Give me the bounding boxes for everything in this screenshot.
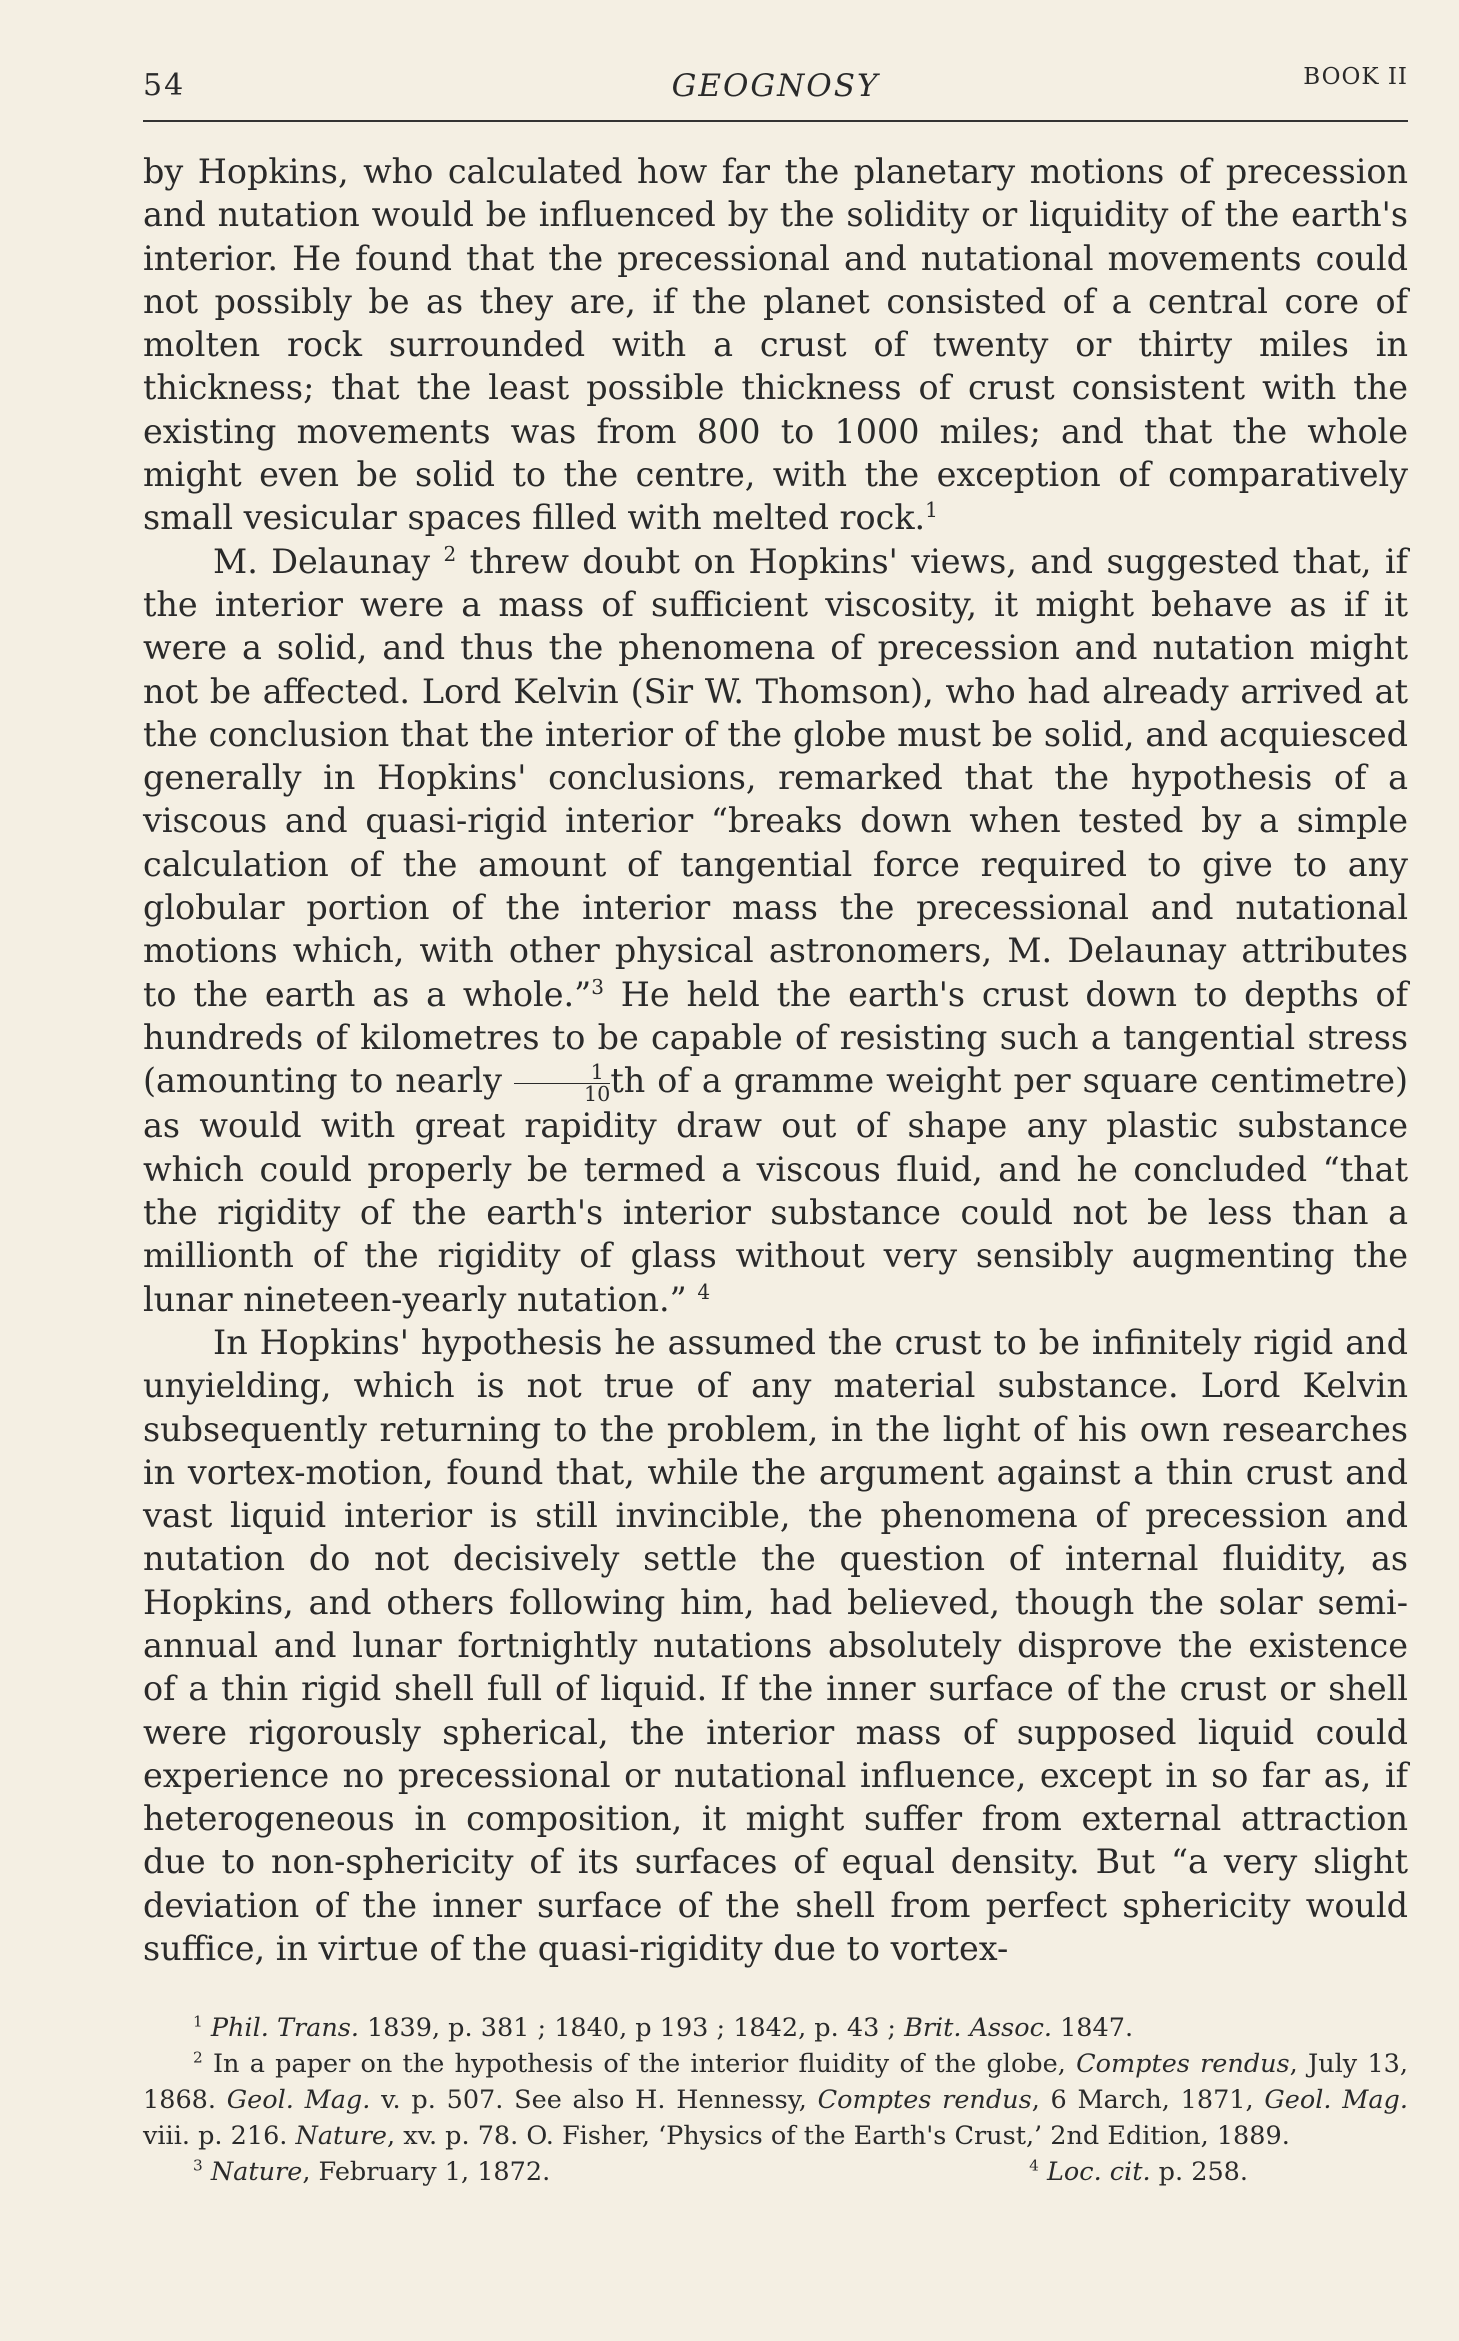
paragraph-2: M. Delaunay $^2$ threw doubt on Hopkins' views, and suggested that, if the interior were a mass of sufficient viscosity, it might behave as if it were a solid, and thus the phenomena of precession and nutation might not be affected. Lord Kelvin (Sir W. Thomson), who had already arrived at the conclusion that the interior of the globe must be solid, and acquiesced generally in Hopkins' conclusions, remarked that the hypothesis of a viscous and quasi-rigid interior “breaks down when tested by a simple calculation of the amount of tangential force required to give to any globular portion of the interior mass the precessional and nutational motions which, with other physical astronomers, M. Delaunay attributes to the earth as a whole.”$^3$ He held the earth's crust down to depths of hundreds of kilometres to be capable of resisting such a tangential stress (amounting to nearly $\frac{1}{10}$ th of a gramme weight per square centimetre) as would with great rapidity draw out of shape any plastic substance which could properly be termed a viscous fluid, and he concluded “that the rigidity of the earth's interior substance could not be less than a millionth of the rigidity of glass without very sensibly augmenting the lunar nineteen-yearly nutation.” $^4$	[143, 541, 1408, 1319]
footnotes	[143, 2010, 1408, 2190]
footnote-ref-3: 3	[591, 974, 604, 999]
paragraph-1: by Hopkins, who calculated how far the planetary motions of precession and nutation would be influenced by the solidity or liquidity of the earth's interior. He found that the precessional and nutational movements could not possibly be as they are, if the planet consisted of a central core of molten rock surrounded with a crust of twenty or thirty miles in thickness; that the least possible thickness of crust consistent with the existing movements was from 800 to 1000 miles; and that the whole might even be solid to the centre, with the exception of comparatively small vesicular spaces filled with melted rock.$^1$	[143, 152, 1408, 538]
footnote-1: $^1$ Phil. Trans. 1839, p. 381 ; 1840, p 193 ; 1842, p. 43 ; Brit. Assoc. 1847.	[193, 2012, 1134, 2043]
book-label: BOOK II	[1303, 64, 1408, 90]
footnote-4: $^4$ Loc. cit. p. 258.	[1029, 2156, 1248, 2187]
running-title: GEOGNOSY	[671, 68, 880, 104]
footnotes-3-4	[143, 2154, 1408, 2190]
fraction: $\frac{1}{10}$	[514, 1062, 610, 1104]
footnote-ref-1: 1	[925, 498, 938, 523]
footnote-ref-2: 2	[443, 541, 457, 566]
footnote-2: $^2$ In a paper on the hypothesis of the interior fluidity of the globe, Comptes rendus, July 13, 1868. Geol. Mag. v. p. 507. See also H. Hennessy, Comptes rendus, 6 March, 1871, Geol. Mag. viii. p. 216. Nature, xv. p. 78. O. Fisher, ‘Physics of the Earth's Crust,’ 2nd Edition, 1889.	[143, 2048, 1409, 2151]
page-number: 54	[143, 68, 186, 103]
paragraph-3: In Hopkins' hypothesis he assumed the crust to be infinitely rigid and unyielding, which is not true of any material substance. Lord Kelvin subsequently returning to the problem, in the light of his own researches in vortex-motion, found that, while the argument against a thin crust and vast liquid interior is still invincible, the phenomena of precession and nutation do not decisively settle the question of internal fluidity, as Hopkins, and others following him, had believed, though the solar semi-annual and lunar fortnightly nutations absolutely disprove the existence of a thin rigid shell full of liquid. If the inner surface of the crust or shell were rigorously spherical, the interior mass of supposed liquid could experience no precessional or nutational influence, except in so far as, if heterogeneous in composition, it might suffer from external attraction due to non-sphericity of its surfaces of equal density. But “a very slight deviation of the inner surface of the shell from perfect sphericity would suffice, in virtue of the quasi-rigidity due to vortex-	[143, 1322, 1408, 1969]
footnote-ref-4: 4	[697, 1279, 711, 1304]
main-text	[143, 150, 1408, 1970]
header-rule	[143, 120, 1408, 122]
page-header	[143, 64, 1408, 128]
footnote-3: $^3$ Nature, February 1, 1872.	[193, 2156, 551, 2187]
